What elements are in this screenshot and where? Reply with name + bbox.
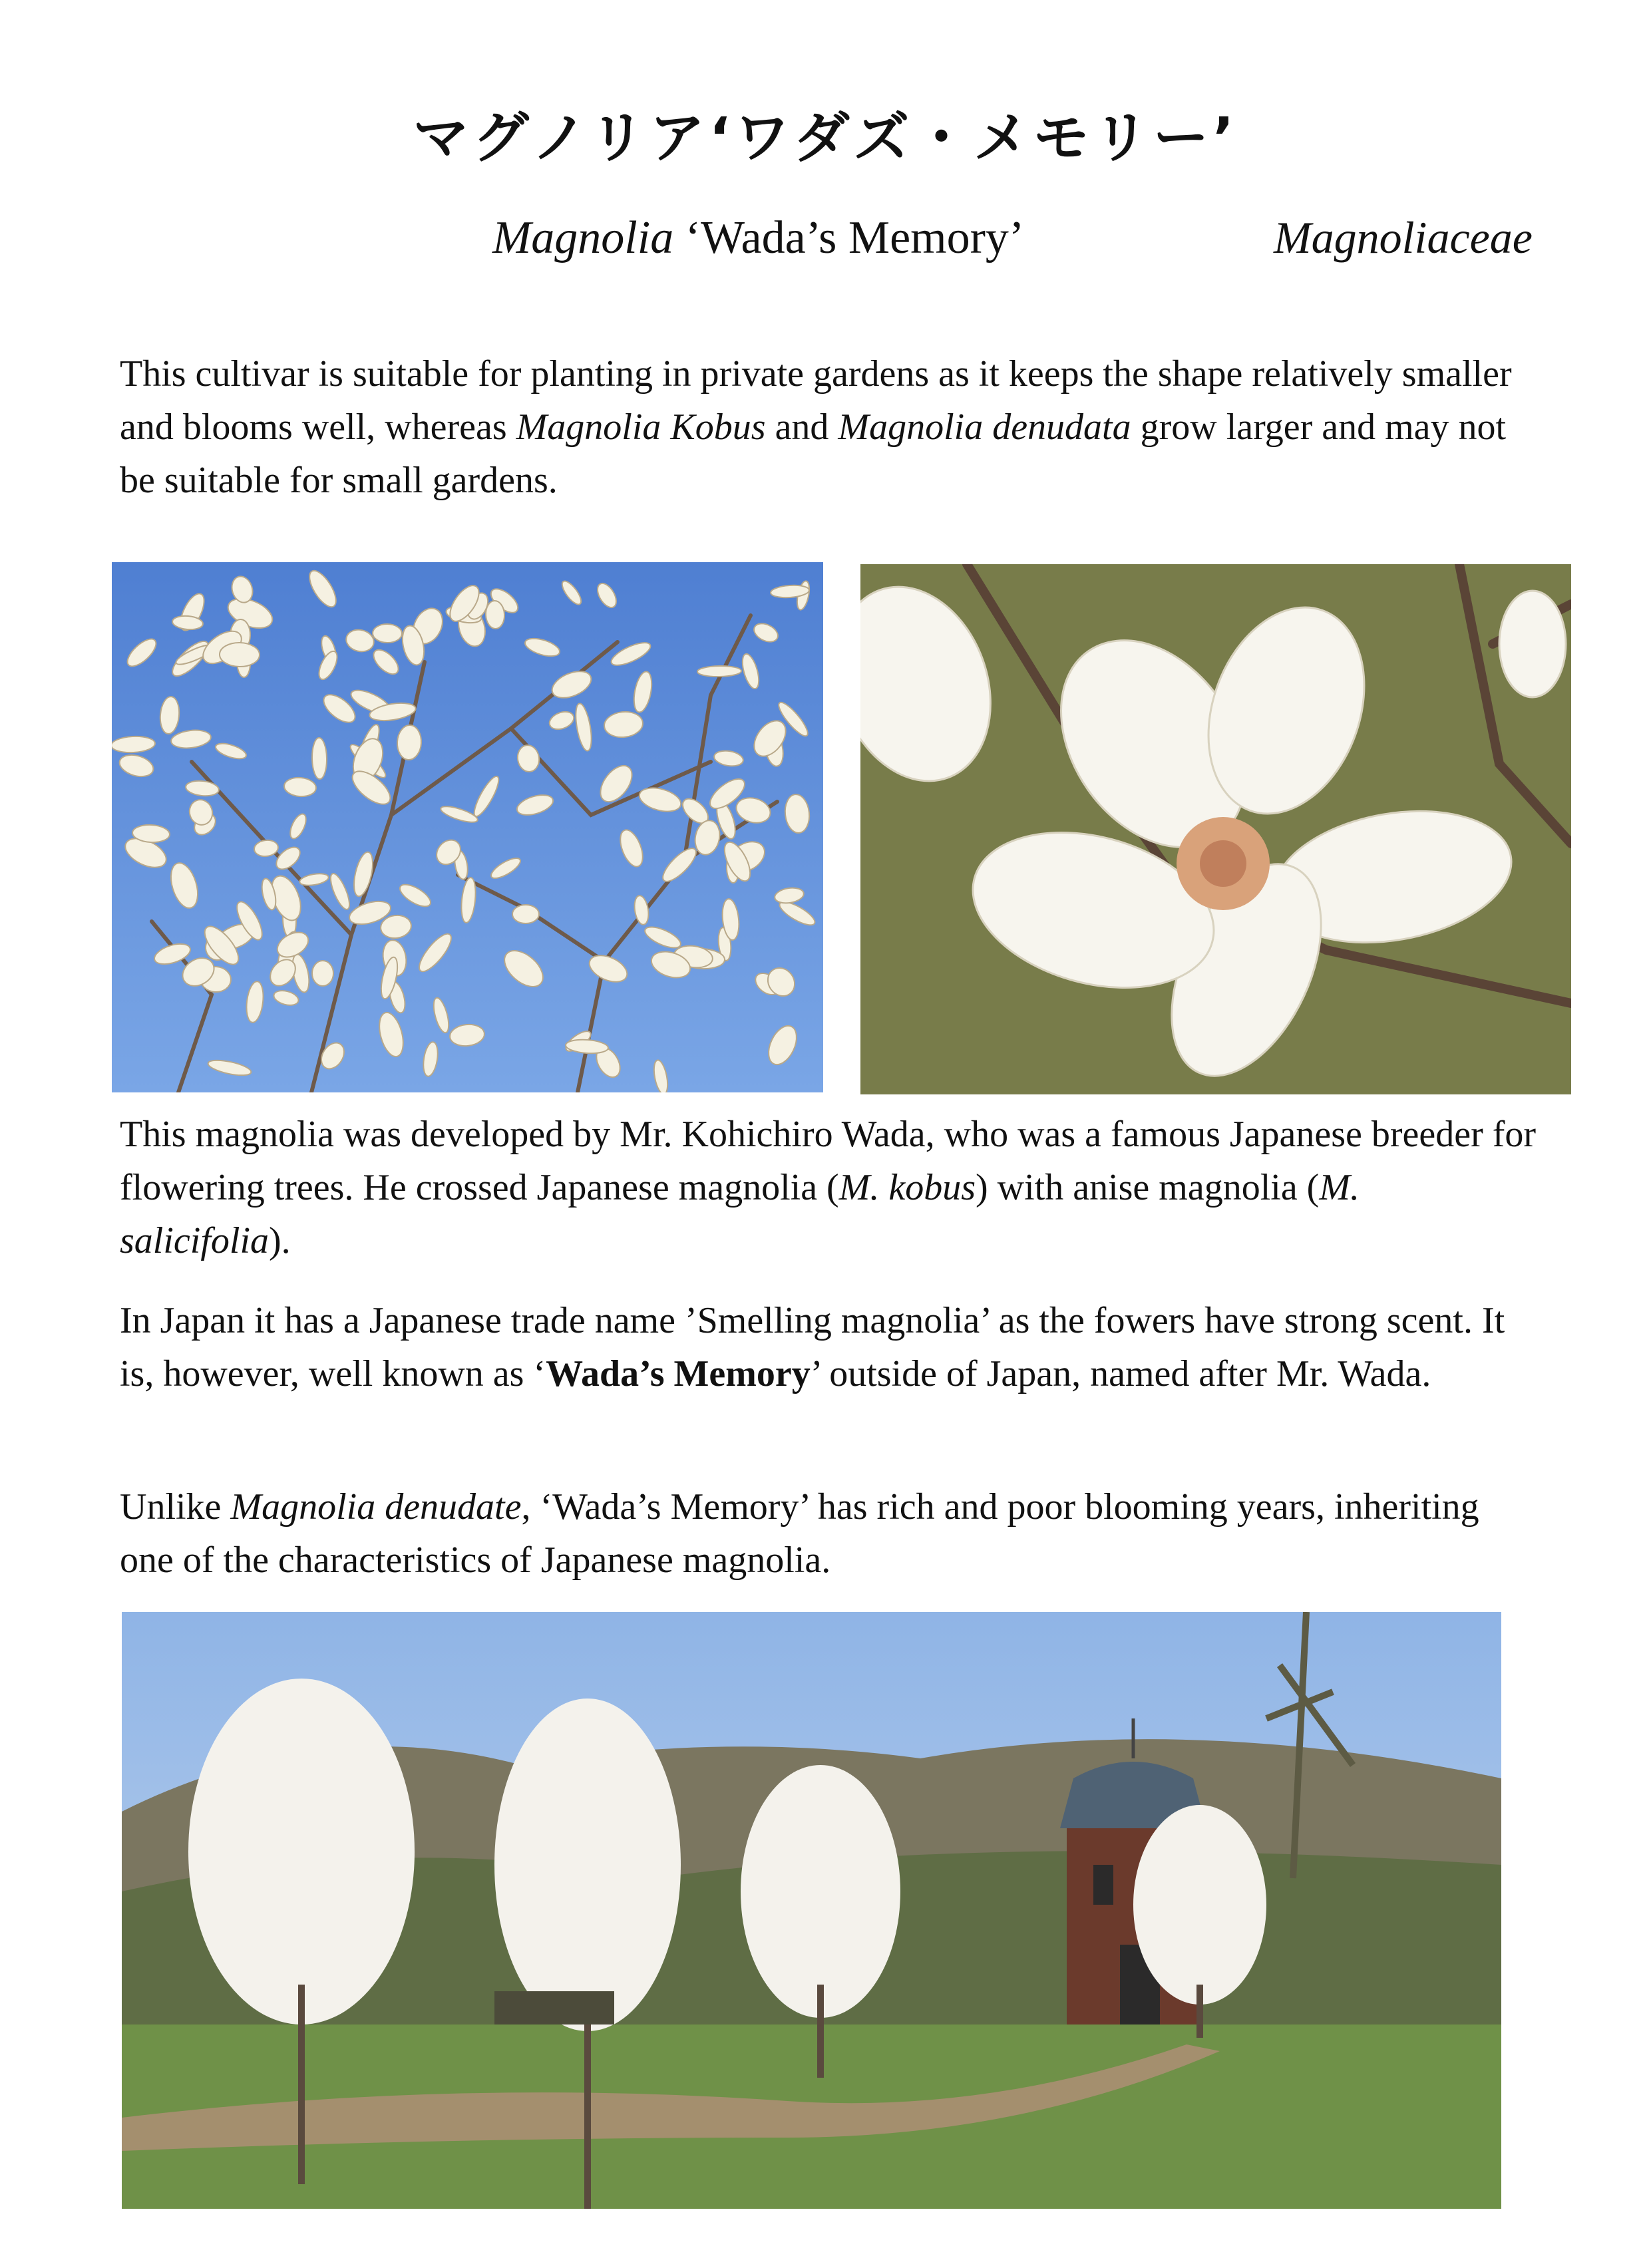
species-denudate: Magnolia denudate bbox=[230, 1486, 522, 1528]
blooming-paragraph: Unlike Magnolia denudate, ‘Wada’s Memory’ has rich and poor blooming years, inheriting one of the characteristics of Japanese magnolia. bbox=[120, 1486, 1479, 1581]
cultivar-highlight: Wada’s Memory bbox=[546, 1353, 811, 1394]
photo-blossoms-sky bbox=[112, 562, 823, 1092]
blossom-shape bbox=[312, 961, 333, 986]
page-title: マグノリア‘ワダズ・メモリー’ bbox=[413, 105, 1238, 170]
blossom-shape bbox=[373, 624, 402, 643]
cultivar-name: ‘Wada’s Memory’ bbox=[673, 212, 1025, 263]
blossom-shape bbox=[697, 665, 741, 677]
blossom-shape bbox=[311, 738, 327, 779]
intro-paragraph: This cultivar is suitable for planting in private gardens as it keeps the shape relatively smaller and blooms well, whereas Magnolia Kobus and Magnolia denudata grow larger and may not be suitable for small gardens. bbox=[120, 353, 1512, 501]
species-m-salicifolia: M. salicifolia bbox=[120, 1167, 1360, 1261]
species-denudata: Magnolia denudata bbox=[838, 406, 1131, 448]
species-kobus: Magnolia Kobus bbox=[516, 406, 766, 448]
blossom-shape bbox=[220, 642, 260, 667]
scientific-name bbox=[492, 212, 1024, 265]
blossom-shape bbox=[512, 905, 539, 923]
trade-name-paragraph: In Japan it has a Japanese trade name ’Smelling magnolia’ as the fowers have strong scent. It is, however, well known as ‘Wada’s Memory’ outside of Japan, named after Mr. Wada. bbox=[120, 1300, 1505, 1394]
photo-flower-closeup bbox=[860, 564, 1571, 1094]
genus-name: Magnolia bbox=[492, 212, 674, 263]
family-name: Magnoliaceae bbox=[1274, 212, 1533, 263]
history-paragraph: This magnolia was developed by Mr. Kohichiro Wada, who was a famous Japanese breeder for flowering trees. He crossed Japanese magnolia (M. kobus) with anise magnolia (M. salicifolia). bbox=[120, 1114, 1537, 1261]
photo-garden-landscape bbox=[122, 1612, 1501, 2209]
species-m-kobus: M. kobus bbox=[838, 1167, 976, 1208]
